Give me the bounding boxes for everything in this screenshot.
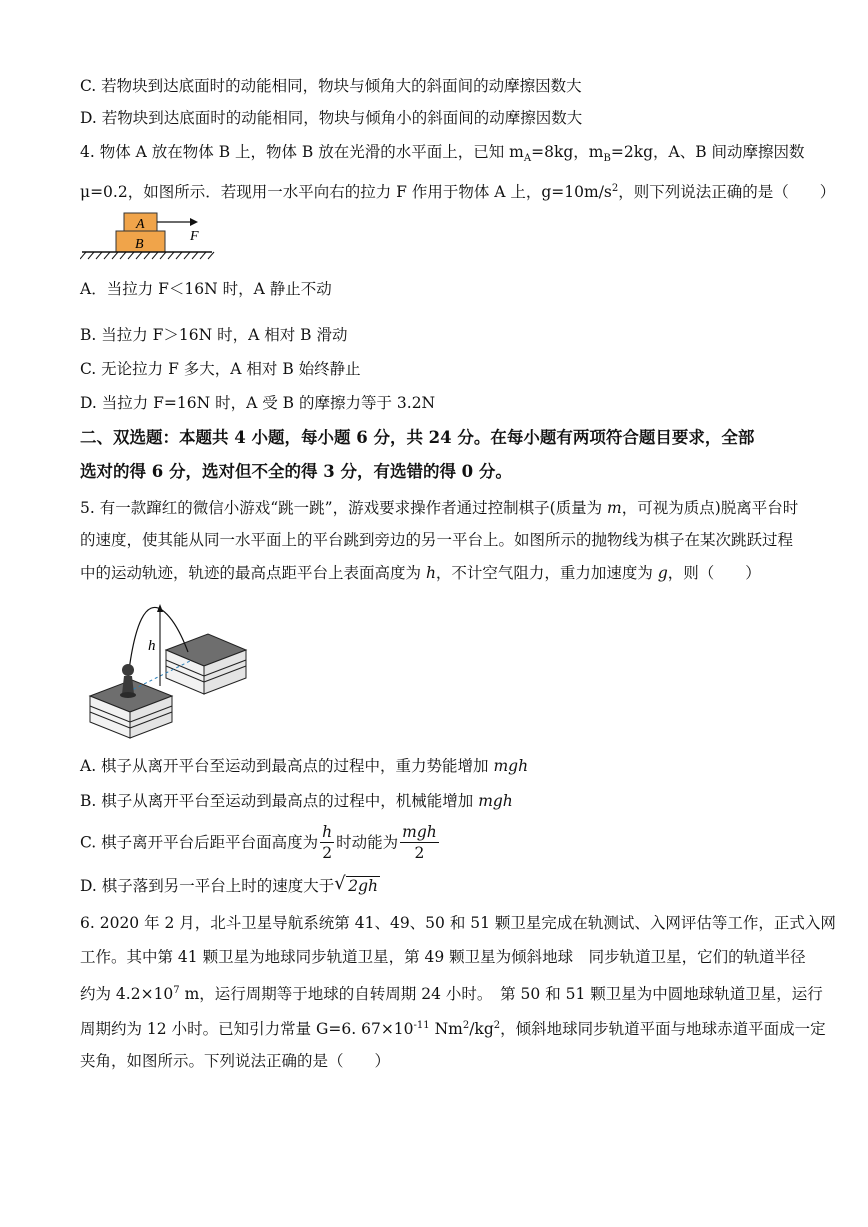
section2-heading-line1: 二、双选题：本题共 4 小题，每小题 6 分，共 24 分。在每小题有两项符合题目要求，全部 <box>80 428 755 447</box>
q5-stem-line1: 5. 有一款蹿红的微信小游戏“跳一跳”，游戏要求操作者通过控制棋子(质量为 m，可视为质点)脱离平台时 <box>80 499 799 517</box>
q5-option-a: A. 棋子从离开平台至运动到最高点的过程中，重力势能增加 mgh <box>80 757 529 775</box>
fraction-h-over-2: $\frac{h}{2}$ <box>322 823 333 862</box>
q5-stem-line3: 中的运动轨迹，轨迹的最高点距平台上表面高度为 h，不计空气阻力，重力加速度为 g，则（ ） <box>80 564 761 582</box>
q3-option-c: C. 若物块到达底面时的动能相同，物块与倾角大的斜面间的动摩擦因数大 <box>80 77 582 95</box>
q4-stem-line2: μ=0.2，如图所示．若现用一水平向右的拉力 F 作用于物体 A 上，$g=10m/s^2$，则下列说法正确的是（ ） <box>80 183 836 202</box>
arrow-head <box>190 218 198 226</box>
q5-jump-figure <box>88 600 253 740</box>
block-b-label: B <box>135 237 144 252</box>
q6-line4: 周期约为 12 小时。已知引力常量 G=6. $67\times 10^{-11}$ $Nm^2/kg^2$，倾斜地球同步轨道平面与地球赤道平面成一定 <box>80 1020 826 1039</box>
q6-line2: 工作。其中第 41 颗卫星为地球同步轨道卫星，第 49 颗卫星为倾斜地球 同步轨道卫星，它们的轨道半径 <box>80 948 806 966</box>
q4-option-d: D. 当拉力 F=16N 时，A 受 B 的摩擦力等于 3.2N <box>80 394 436 412</box>
q4-stem-line1: 4. 物体 A 放在物体 B 上，物体 B 放在光滑的水平面上，已知 $m_A=8kg$，$m_B=2kg$，A、B 间动摩擦因数 <box>80 143 805 165</box>
q4-option-b: B. 当拉力 F＞16N 时，A 相对 B 滑动 <box>80 326 348 344</box>
section2-heading-line2: 选对的得 6 分，选对但不全的得 3 分，有选错的得 0 分。 <box>80 462 512 481</box>
force-label: F <box>190 229 199 244</box>
q6-line3: 约为 $4.2\times 10^7$ m，运行周期等于地球的自转周期 24 小时。 第 50 和 51 颗卫星为中圆地球轨道卫星，运行 <box>80 985 823 1004</box>
q4-option-c: C. 无论拉力 F 多大，A 相对 B 始终静止 <box>80 360 361 378</box>
sqrt-2gh: √ 2gh <box>334 873 379 895</box>
q5-stem-line2: 的速度，使其能从同一水平面上的平台跳到旁边的另一平台上。如图所示的抛物线为棋子在某次跳跃过程 <box>80 531 794 549</box>
right-platform <box>166 634 246 694</box>
q6-line1: 6. 2020 年 2 月，北斗卫星导航系统第 41、49、50 和 51 颗卫星完成在轨测试、入网评估等工作，正式入网 <box>80 914 836 932</box>
q6-line5: 夹角，如图所示。下列说法正确的是（ ） <box>80 1052 391 1070</box>
q3-option-d: D. 若物块到达底面时的动能相同，物块与倾角小的斜面间的动摩擦因数大 <box>80 109 583 127</box>
q4-option-a: A．当拉力 F＜16N 时，A 静止不动 <box>80 280 332 298</box>
q5-option-d: D. 棋子落到另一平台上时的速度大于 √ 2gh <box>80 873 379 895</box>
height-label: h <box>148 638 156 654</box>
block-a-label: A <box>136 217 145 232</box>
fraction-mgh-over-2: $\frac{\text{mgh}}{2}$ <box>402 823 437 862</box>
ground-hatch <box>80 252 214 259</box>
q4-block-figure <box>80 208 220 260</box>
q5-option-c: C. 棋子离开平台后距平台面高度为 $\frac{h}{2}$ 时动能为 $\frac{\text{mgh}}{2}$ <box>80 823 437 862</box>
q5-option-b: B. 棋子从离开平台至运动到最高点的过程中，机械能增加 mgh <box>80 792 513 810</box>
